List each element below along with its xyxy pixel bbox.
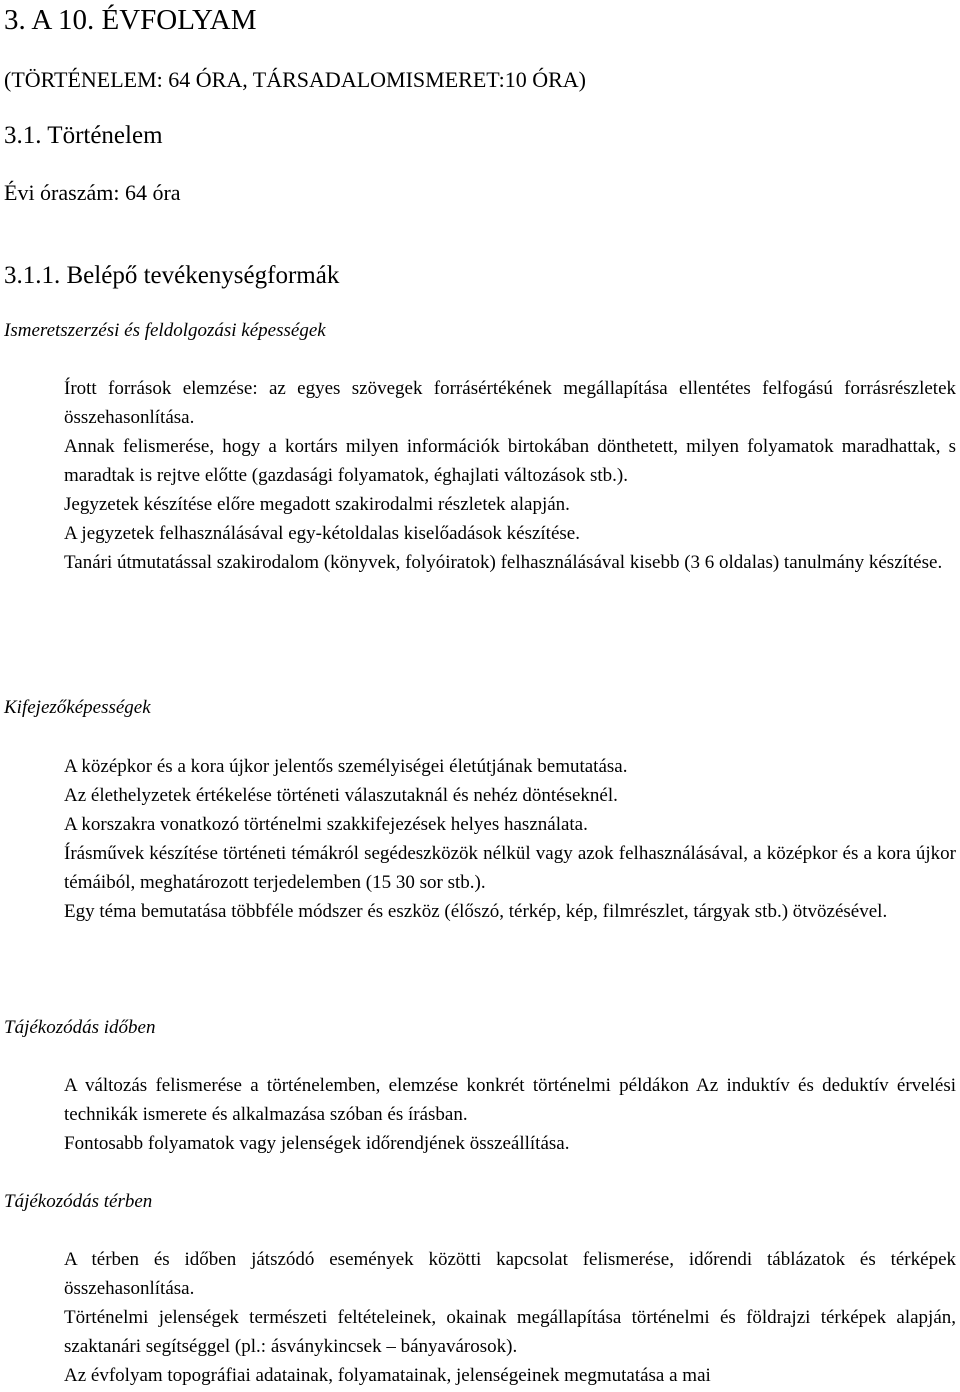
section-body	[64, 1071, 956, 1158]
section-body	[64, 1245, 956, 1390]
paragraph: Történelmi jelenségek természeti feltételeinek, okainak megállapítása történelmi és földrajzi térképek alapján, szaktanári segítséggel (pl.: ásványkincsek – bányavárosok).	[64, 1307, 956, 1357]
paragraph: Írásművek készítése történeti témákról segédeszközök nélkül vagy azok felhasználásával, a középkor és a kora újkor témáiból, meghatározott terjedelemben (15 30 sor stb.).	[64, 843, 956, 893]
section-heading: Tájékozódás időben	[4, 1017, 156, 1038]
paragraph: Írott források elemzése: az egyes szövegek forrásértékének megállapítása ellentétes felfogású forrásrészletek összehasonlítása.	[64, 378, 956, 428]
paragraph: Az évfolyam topográfiai adatainak, folyamatainak, jelenségeinek megmutatása a mai	[64, 1365, 711, 1386]
subsection-title: 3.1.1. Belépő tevékenységformák	[4, 262, 340, 289]
paragraph: Tanári útmutatással szakirodalom (könyvek, folyóiratok) felhasználásával kisebb (3 6 oldalas) tanulmány készítése.	[64, 552, 943, 573]
paragraph: Egy téma bemutatása többféle módszer és eszköz (élőszó, térkép, kép, filmrészlet, tárgyak stb.) ötvözésével.	[64, 901, 888, 922]
paragraph: A jegyzetek felhasználásával egy-kétoldalas kiselőadások készítése.	[64, 523, 580, 544]
paragraph: A középkor és a kora újkor jelentős személyiségei életútjának bemutatása.	[64, 756, 628, 777]
paragraph: A korszakra vonatkozó történelmi szakkifejezések helyes használata.	[64, 814, 588, 835]
paragraph: Jegyzetek készítése előre megadott szakirodalmi részletek alapján.	[64, 494, 570, 515]
section-heading: Kifejezőképességek	[4, 697, 151, 718]
section-heading: Tájékozódás térben	[4, 1191, 153, 1212]
paragraph: Fontosabb folyamatok vagy jelenségek időrendjének összeállítása.	[64, 1133, 570, 1154]
annual-hours: Évi óraszám: 64 óra	[4, 180, 181, 205]
section-body	[64, 374, 956, 577]
paragraph: A változás felismerése a történelemben, elemzése konkrét történelmi példákon Az induktív és deduktív érvelési technikák ismerete és alkalmazása szóban és írásban.	[64, 1075, 956, 1125]
paragraph: A térben és időben játszódó események közötti kapcsolat felismerése, időrendi táblázatok és térképek összehasonlítása.	[64, 1249, 956, 1299]
section-heading: Ismeretszerzési és feldolgozási képességek	[4, 320, 326, 341]
chapter-subtitle: (TÖRTÉNELEM: 64 ÓRA, TÁRSADALOMISMERET:10 ÓRA)	[4, 67, 587, 92]
paragraph: Annak felismerése, hogy a kortárs milyen információk birtokában dönthetett, milyen folyamatok maradhattak, s maradtak is rejtve előtte (gazdasági folyamatok, éghajlati változások stb.).	[64, 436, 956, 486]
section-body	[64, 752, 956, 926]
chapter-title: 3. A 10. ÉVFOLYAM	[4, 4, 257, 36]
paragraph: Az élethelyzetek értékelése történeti válaszutaknál és nehéz döntéseknél.	[64, 785, 618, 806]
section-title: 3.1. Történelem	[4, 122, 163, 149]
